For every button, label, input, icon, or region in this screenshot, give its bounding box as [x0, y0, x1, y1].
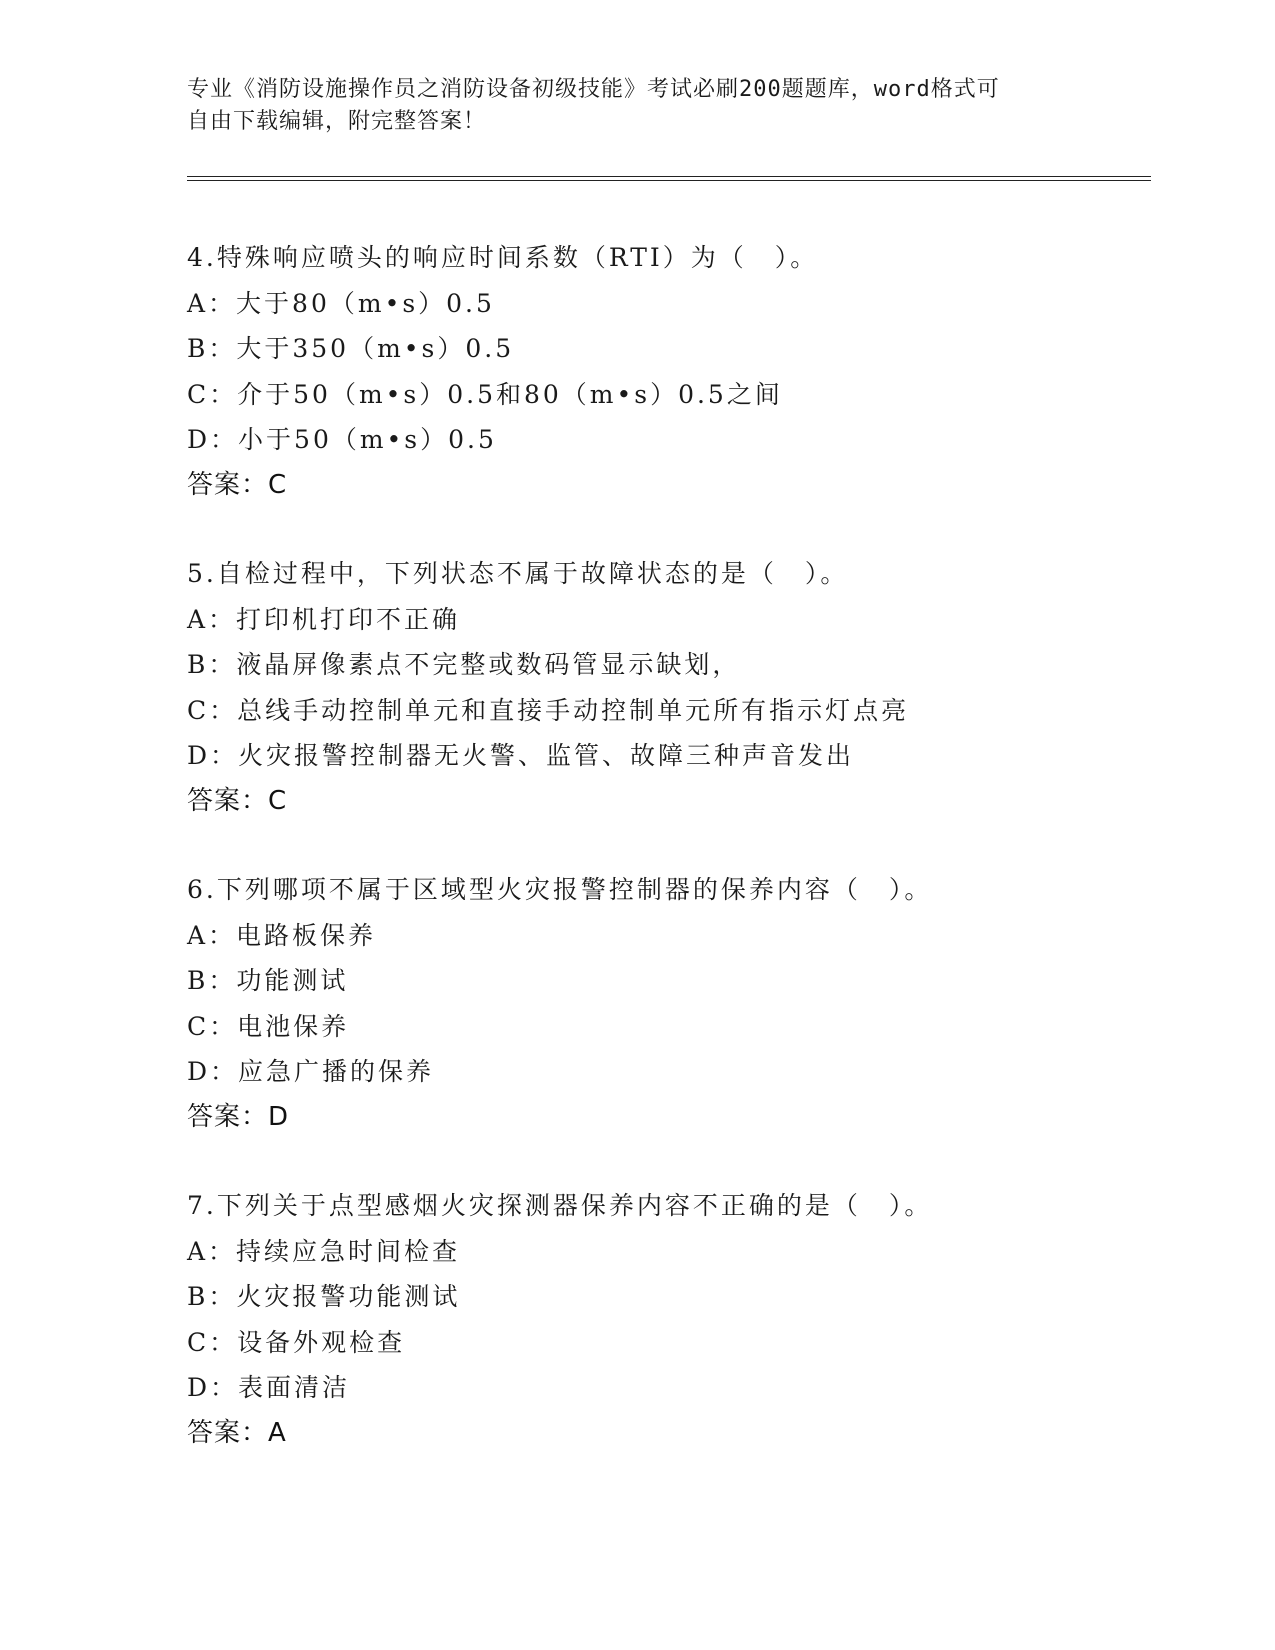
answer-line: 答案：A	[187, 1417, 287, 1448]
question-6	[187, 867, 1151, 1140]
option-d: D：小于50（m•s）0.5	[187, 425, 497, 454]
question-stem: 7.下列关于点型感烟火灾探测器保养内容不正确的是（ ）。	[187, 1191, 933, 1220]
option-c: C：总线手动控制单元和直接手动控制单元所有指示灯点亮	[187, 695, 910, 725]
question-7	[187, 1183, 1151, 1456]
question-stem: 4.特殊响应喷头的响应时间系数（RTI）为（ ）。	[187, 243, 819, 272]
option-d: D：火灾报警控制器无火警、监管、故障三种声音发出	[187, 741, 855, 770]
answer-line: 答案：D	[187, 1101, 290, 1132]
question-stem: 5.自检过程中，下列状态不属于故障状态的是（ ）。	[187, 559, 849, 588]
answer-line: 答案：C	[187, 469, 288, 500]
option-d: D：应急广播的保养	[187, 1057, 435, 1086]
header-line-2: 自由下载编辑，附完整答案！	[187, 109, 487, 134]
option-b: B：功能测试	[187, 966, 349, 995]
option-a: A：电路板保养	[187, 920, 377, 950]
answer-line: 答案：C	[187, 785, 288, 816]
header-divider	[187, 176, 1151, 181]
question-stem: 6.下列哪项不属于区域型火灾报警控制器的保养内容（ ）。	[187, 875, 933, 904]
option-c: C：电池保养	[187, 1011, 350, 1041]
option-c: C：介于50（m•s）0.5和80（m•s）0.5之间	[187, 379, 783, 409]
option-b: B：火灾报警功能测试	[187, 1282, 461, 1311]
question-list	[187, 235, 1151, 1499]
question-5	[187, 551, 1151, 824]
option-a: A：大于80（m•s）0.5	[187, 288, 495, 318]
option-d: D：表面清洁	[187, 1373, 351, 1402]
header-line-1: 专业《消防设施操作员之消防设备初级技能》考试必刷200题题库，word格式可	[187, 77, 1000, 102]
question-4	[187, 235, 1151, 508]
option-c: C：设备外观检查	[187, 1327, 406, 1357]
option-b: B：液晶屏像素点不完整或数码管显示缺划，	[187, 650, 741, 679]
option-b: B：大于350（m•s）0.5	[187, 334, 515, 363]
option-a: A：持续应急时间检查	[187, 1236, 461, 1266]
document-header	[187, 74, 1087, 138]
option-a: A：打印机打印不正确	[187, 604, 461, 634]
